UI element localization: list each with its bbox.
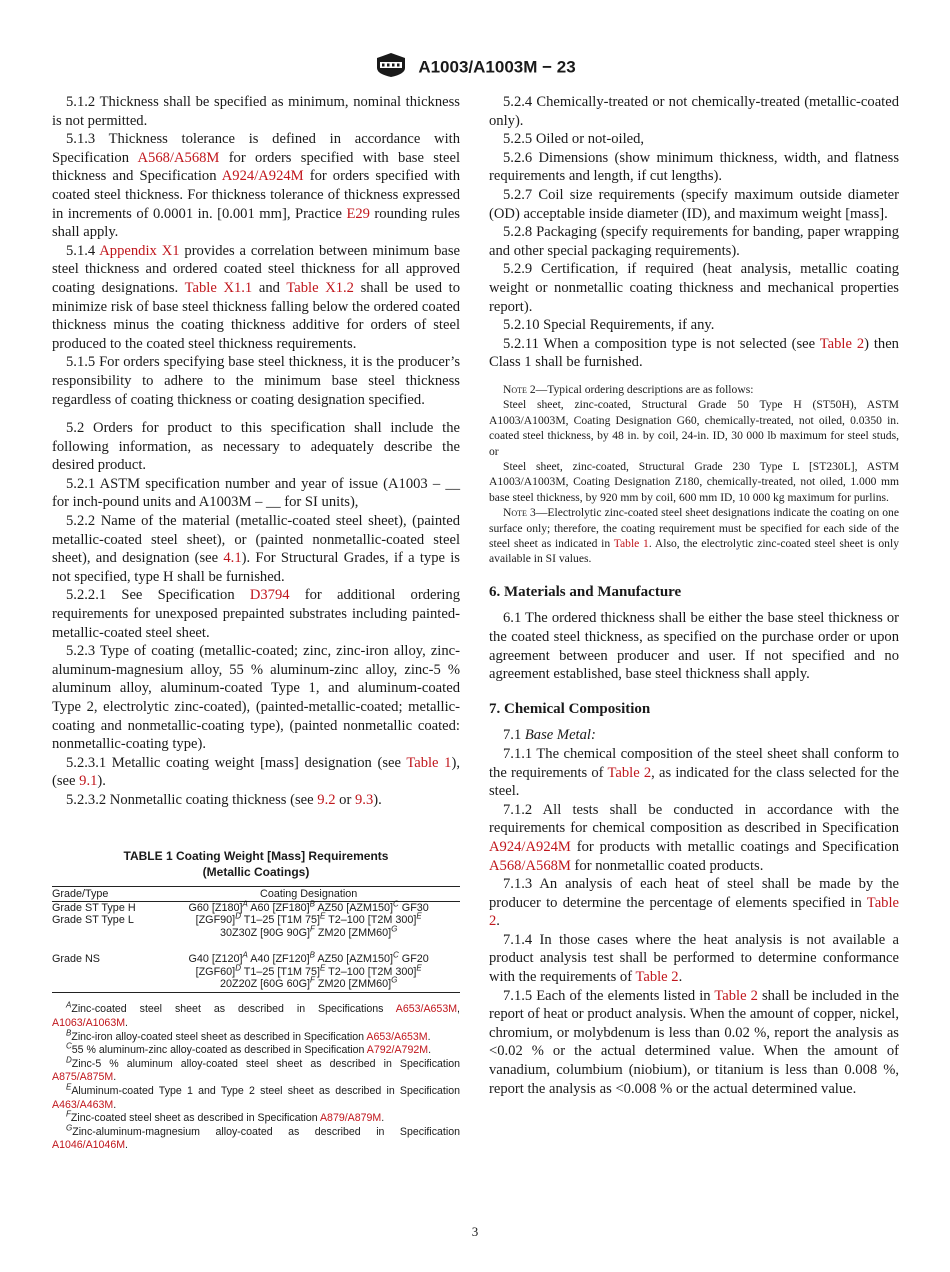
footnote-mark: C (393, 899, 399, 909)
footnote-a: $^A$Zinc-coated steel sheet as described in Specifications A653/A653M, A1063/A1063M. (52, 1000, 460, 1029)
designation-line (157, 975, 460, 990)
para-5-2-10: 5.2.10 Special Requirements, if any. (503, 317, 715, 334)
link-9-3[interactable]: 9.3 (355, 791, 374, 808)
text: . Also, the electrolytic zinc-coated steel sheet is only available in SI values. (489, 536, 899, 566)
text: for orders specified with base steel thickness and Specification (52, 149, 460, 185)
para-5-2-3-1 (52, 754, 460, 791)
subsection-label: Base Metal: (524, 727, 596, 744)
para-5-1-5: 5.1.5 For orders specifying base steel thickness, it is the producer’s responsibility to adhere to the minimum base steel thickness regardless of coating thickness or coating designation specified. (52, 354, 460, 408)
para-5-1-3 (52, 130, 460, 242)
grade-label: Grade ST Type L (52, 914, 134, 927)
link-table-2[interactable]: Table 2 (489, 894, 899, 930)
link-4-1[interactable]: 4.1 (223, 550, 242, 567)
text: 7.1 (503, 727, 525, 744)
document-designation: A1003/A1003M − 23 (418, 57, 576, 77)
text: ). (373, 791, 382, 808)
para-5-2-1: 5.2.1 ASTM specification number and year of issue (A1003 – __ for inch-pound units and A1003M – __ for SI units), (52, 475, 460, 511)
left-column (52, 93, 460, 1153)
footnote-mark: E (66, 1082, 72, 1092)
text: [ZGF90] (195, 914, 236, 927)
link-a792[interactable]: A792/A792M (366, 1044, 429, 1057)
text: Zinc-aluminum-magnesium alloy-coated as described in Specification (72, 1125, 460, 1138)
note-label: Note 2 (503, 382, 536, 396)
text: T2–100 [T2M 300] (325, 965, 417, 978)
designation-cell (157, 950, 460, 993)
header-coating-designation: Coating Designation (157, 886, 460, 901)
text: 20Z20Z [60G 60G] (219, 978, 310, 990)
text: 30Z30Z [90G 90G] (219, 926, 310, 939)
designation-line (157, 899, 460, 914)
para-5-2-4: 5.2.4 Chemically-treated or not chemically-treated (metallic-coated only). (489, 94, 899, 129)
link-9-1[interactable]: 9.1 (79, 773, 98, 790)
para-5-2-2-1 (52, 586, 460, 642)
para-5-2-3: 5.2.3 Type of coating (metallic-coated; zinc, zinc-iron alloy, zinc-aluminum-magnesium alloy, 55 % aluminum-zinc alloy, zinc-5 % aluminum alloy, aluminum-coated Type 1, and aluminum-coated Type 2, electrolytic zinc-coated), (painted-metallic-coated; metallic-coating and nonmetallic-coating type), (painted nonmetallic coated: nonmetallic-coating type). (52, 643, 460, 753)
text: or (335, 791, 355, 808)
para-5-2-7: 5.2.7 Coil size requirements (specify maximum outside diameter (OD) acceptable inside diameter (ID), and maximum weight [mass]. (489, 186, 899, 222)
text: Zinc-coated steel sheet as described in Specifications (71, 1003, 396, 1016)
text: AZ50 [AZM150] (315, 901, 394, 914)
link-table-x1-2[interactable]: Table X1.2 (286, 279, 354, 296)
footnote-mark: E (416, 911, 422, 921)
link-a568[interactable]: A568/A568M (137, 149, 220, 166)
para-5-2-5: 5.2.5 Oiled or not-oiled, (503, 131, 645, 148)
footnote-mark: D (235, 911, 241, 921)
table-row (52, 953, 460, 993)
text: provides a correlation between minimum base steel thickness and ordered coated steel thickness for all approved coating designations. (52, 242, 460, 296)
footnote-f: $^F$Zinc-coated steel sheet as described in Specification A879/A879M. (66, 1109, 385, 1125)
text: 5.2.3.2 Nonmetallic coating thickness (see (66, 791, 318, 808)
section-7-heading: 7. Chemical Composition (489, 700, 651, 717)
text: rounding rules shall apply. (52, 205, 460, 241)
footnote-mark: E (416, 963, 422, 972)
text: 7.1.3 An analysis of each heat of steel shall be made by the producer to determine the percentage of elements specified in (489, 876, 899, 911)
spacer-cell (52, 939, 157, 953)
coating-weight-table (52, 886, 460, 994)
text: 7.1.1 The chemical composition of the steel sheet shall conform to the requirements of (489, 745, 899, 781)
text: Zinc-coated steel sheet as described in Specification (70, 1112, 320, 1125)
grade-cell (52, 953, 157, 993)
footnote-mark: C (393, 950, 399, 960)
text: A60 [ZF180] (247, 901, 310, 914)
link-a875[interactable]: A875/A875M (52, 1071, 114, 1084)
para-5-2-2 (52, 512, 460, 586)
footnote-c: $^C$55 % aluminum-zinc alloy-coated as described in Specification A792/A792M. (66, 1041, 432, 1057)
footnote-d: $^D$Zinc-5 % aluminum alloy-coated steel sheet as described in Specification A875/A875M. (52, 1055, 460, 1084)
para-5-1-2: 5.1.2 Thickness shall be specified as minimum, nominal thickness is not permitted. (52, 94, 460, 129)
text: for orders specified with coated steel thickness. For thickness tolerance of thickness expressed in increments of 0.0001 in. [0.001 mm], Practice (52, 168, 460, 222)
link-a653[interactable]: A653/A653M (366, 1030, 428, 1043)
link-table-1[interactable]: Table 1 (613, 536, 649, 550)
note-2-example-2: Steel sheet, zinc-coated, Structural Grade 230 Type L [ST230L], ASTM A1003/A1003M, Coating Designation Z180, chemically-treated, not oiled, 1.000 mm base steel thickness, by 920 mm by coil, 600 mm ID, 10 000 kg maximum for purlins. (489, 459, 899, 504)
footnote-mark: G (391, 975, 398, 985)
text: 5.2.11 When a composition type is not selected (see (503, 335, 820, 352)
text: Zinc-iron alloy-coated steel sheet as described in Specification (71, 1030, 367, 1043)
link-a568[interactable]: A568/A568M (489, 857, 571, 874)
footnote-mark: B (309, 950, 316, 960)
para-5-2-6: 5.2.6 Dimensions (show minimum thickness, width, and flatness requirements and length, if cut lengths). (489, 149, 899, 185)
section-6-heading: 6. Materials and Manufacture (489, 583, 682, 600)
astm-logo-icon (374, 52, 408, 83)
text: GF30 (398, 901, 429, 914)
text: 7.1.2 All tests shall be conducted in accordance with the requirements for chemical composition as described in Specification (489, 801, 899, 837)
designation-line (157, 924, 460, 939)
text: shall be used to minimize risk of base steel thickness falling below the ordered coated thickness minus the coating thickness additive for orders of steel produced to the coated steel thickness requirements. (52, 279, 460, 352)
footnote-mark: A (242, 899, 248, 909)
link-table-2[interactable]: Table 2 (819, 335, 865, 352)
link-a879[interactable]: A879/A879M (319, 1112, 382, 1125)
text: G60 [Z180] (188, 901, 243, 914)
para-5-2-11 (489, 335, 899, 372)
footnote-mark: G (66, 1123, 73, 1133)
page-number: 3 (471, 1224, 479, 1239)
text: for nonmetallic coated products. (570, 857, 764, 874)
link-a1063[interactable]: A1063/A1063M (52, 1017, 126, 1029)
link-table-2[interactable]: Table 2 (714, 987, 758, 1004)
footnote-e: $^E$Aluminum-coated Type 1 and Type 2 steel sheet as described in Specification A463/A463M. (52, 1082, 460, 1111)
header-grade-type: Grade/Type (52, 886, 157, 901)
text: 55 % aluminum-zinc alloy-coated as described in Specification (71, 1044, 367, 1057)
text: for products with metallic coatings and Specification (570, 838, 899, 855)
text: 7.1.5 Each of the elements listed in (503, 987, 715, 1004)
para-5-2: 5.2 Orders for product to this specification shall include the following information, as necessary to adequately describe the desired product. (52, 420, 460, 474)
para-5-2-3-2 (52, 791, 460, 810)
para-5-1-4 (52, 242, 460, 354)
footnote-mark: D (235, 963, 241, 972)
text: ZM20 [ZMM60] (314, 926, 392, 939)
text: ), (see (52, 754, 460, 790)
footnote-mark: D (66, 1055, 72, 1065)
text: T2–100 [T2M 300] (325, 914, 417, 927)
link-table-1[interactable]: Table 1 (406, 754, 452, 771)
para-7-1-4 (489, 931, 899, 987)
note-2-example-1: Steel sheet, zinc-coated, Structural Grade 50 Type H (ST50H), ASTM A1003/A1003M, Coating Designation G60, chemically-treated, not oiled, 0.0350 in. coated steel thickness, by 48 in. by coil, 24-in. ID, 30 000 lb maximum for steel studs, or (489, 398, 899, 458)
note-label: Note 3 (503, 506, 536, 520)
grade-cell (52, 901, 157, 939)
text: T1–25 [T1M 75] (240, 914, 320, 927)
text: T1–25 [T1M 75] (240, 965, 320, 978)
footnote-mark: F (310, 924, 315, 934)
page-header (0, 52, 950, 83)
table-title-line: (Metallic Coatings) (202, 864, 310, 879)
designation-line (157, 963, 460, 978)
link-table-x1-1[interactable]: Table X1.1 (184, 279, 253, 296)
footnote-mark: F (310, 975, 315, 985)
text: Aluminum-coated Type 1 and Type 2 steel sheet as described in Specification (71, 1084, 460, 1097)
spacer-cell (157, 939, 460, 953)
text: —Typical ordering descriptions are as follows: (535, 382, 754, 396)
para-6-1: 6.1 The ordered thickness shall be either the base steel thickness or the coated steel thickness, as specified on the purchase order or upon agreement between producer and user. If not specified and no agreement established, base steel thickness shall apply. (489, 610, 899, 683)
text: ). (97, 773, 106, 790)
text: GF20 (398, 953, 429, 966)
link-table-2[interactable]: Table 2 (607, 764, 652, 781)
grade-label: Grade ST Type H (52, 901, 136, 914)
link-a924[interactable]: A924/A924M (221, 168, 304, 185)
text: 5.1.4 (66, 242, 100, 259)
designation-line (157, 950, 460, 966)
text: 5.1.3 Thickness tolerance is defined in accordance with Specification (52, 131, 460, 166)
footnote-mark: G (391, 924, 398, 934)
link-a1046[interactable]: A1046/A1046M (52, 1139, 126, 1152)
link-table-2[interactable]: Table 2 (635, 969, 679, 986)
table-row (52, 901, 460, 939)
footnote-mark: B (66, 1028, 72, 1038)
para-7-1-1 (489, 745, 899, 801)
text: , as indicated for the class selected for the steel. (489, 764, 899, 800)
text: and (252, 279, 287, 296)
para-7-1-3 (489, 875, 899, 931)
text: for additional ordering requirements for unexposed prepainted substrates including painted-metallic-coated steel sheet. (52, 587, 460, 641)
footnote-mark: A (242, 950, 248, 960)
text: 5.2.2.1 See Specification (66, 587, 250, 604)
text: . (496, 913, 500, 930)
text: shall be included in the report of heat or product analysis. When the amount of copper, nickel, chromium, or molybdenum is less than 0.02 %, report the analysis as <0.02 % or the actual determined value. When the amount of vanadium, columbium (niobium), or titanium is less than 0.008 %, report the analysis as <0.008 % or the actual determined value. (489, 987, 900, 1097)
link-e29[interactable]: E29 (346, 205, 370, 222)
footnote-mark: E (320, 963, 326, 972)
para-7-1-5 (489, 987, 899, 1099)
footnote-mark: E (320, 911, 326, 921)
text: ZM20 [ZMM60] (314, 978, 392, 990)
para-7-1-2 (489, 801, 899, 875)
footnote-mark: A (66, 1000, 72, 1010)
link-appendix-x1[interactable]: Appendix X1 (99, 242, 180, 259)
link-9-2[interactable]: 9.2 (317, 791, 336, 808)
note-3 (489, 505, 899, 567)
link-a463[interactable]: A463/A463M (52, 1098, 114, 1111)
text: 7.1.4 In those cases where the heat analysis is not available a product analysis test shall be performed to determine conformance with the requirements of (489, 931, 899, 986)
text: 5.2.3.1 Metallic coating weight [mass] designation (see (66, 754, 407, 771)
para-5-2-9: 5.2.9 Certification, if required (heat analysis, metallic coating weight or nonmetallic coating thickness and mechanical properties report). (489, 261, 899, 315)
right-column (489, 93, 899, 1098)
text: , (457, 1003, 460, 1016)
text: G40 [Z120] (188, 953, 243, 966)
link-a653[interactable]: A653/A653M (395, 1003, 458, 1016)
para-5-2-8: 5.2.8 Packaging (specify requirements for banding, paper wrapping and other special packaging requirements). (489, 224, 899, 259)
text: AZ50 [AZM150] (315, 953, 394, 966)
footnote-b: $^B$Zinc-iron alloy-coated steel sheet as described in Specification A653/A653M. (66, 1028, 431, 1043)
footnote-mark: B (309, 899, 316, 909)
text: —Electrolytic zinc-coated steel sheet designations indicate the coating on one surface only; therefore, the coating requirement must be specified for each side of the steel sheet as indicated in (489, 506, 900, 550)
note-2 (489, 382, 899, 397)
text: A40 [ZF120] (247, 953, 310, 966)
table-1-title (52, 848, 460, 880)
designation-cell (157, 901, 460, 939)
link-d3794[interactable]: D3794 (249, 587, 290, 604)
text: Zinc-5 % aluminum alloy-coated steel sheet as described in Specification (71, 1057, 460, 1070)
table-title-line: TABLE 1 Coating Weight [Mass] Requirements (123, 848, 389, 863)
link-a924[interactable]: A924/A924M (489, 838, 571, 855)
para-7-1 (489, 726, 899, 745)
footnote-mark: C (66, 1041, 72, 1051)
footnote-mark: F (66, 1109, 71, 1119)
table-1 (52, 848, 460, 1153)
table-footnotes (52, 1000, 460, 1153)
text: [ZGF60] (195, 965, 236, 978)
text: 5.2.2 Name of the material (metallic-coated steel sheet), (painted metallic-coated steel sheet), or (painted nonmetallic-coated steel sheet), and designation (see (52, 513, 460, 567)
text: . (678, 969, 683, 986)
footnote-g: $^G$Zinc-aluminum-magnesium alloy-coated as described in Specification A1046/A1046M. (52, 1123, 460, 1152)
designation-line (157, 911, 460, 927)
text: ). For Structural Grades, if a type is not specified, type H shall be furnished. (52, 550, 460, 585)
text: ) then Class 1 shall be furnished. (489, 335, 899, 371)
grade-label: Grade NS (52, 953, 101, 966)
